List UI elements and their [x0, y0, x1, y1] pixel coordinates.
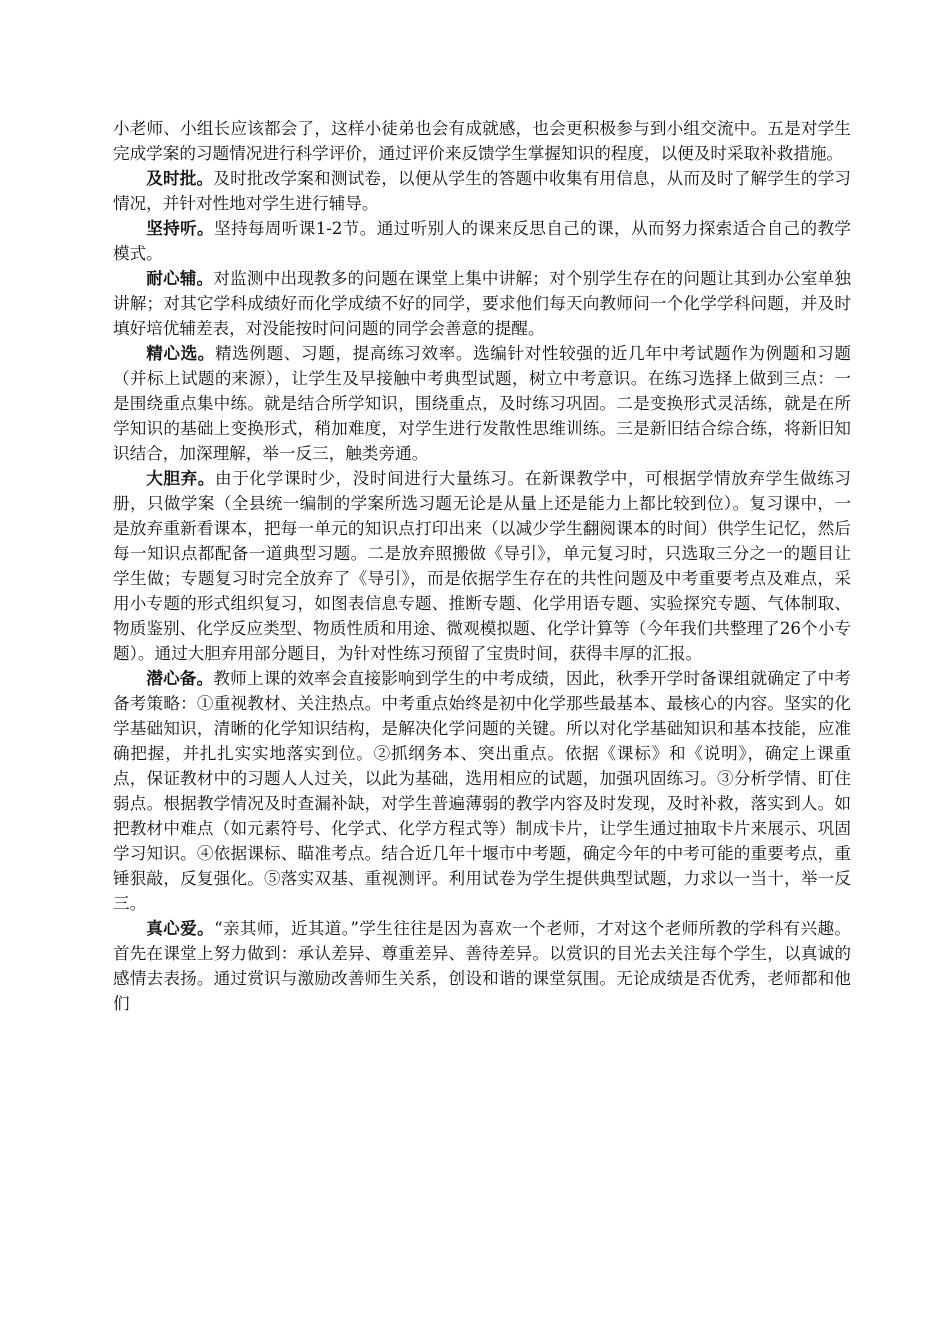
paragraph-text: 由于化学课时少，没时间进行大量练习。在新课教学中，可根据学情放弃学生做练习册，只做学案（全县统一编制的学案所选习题无论是从量上还是能力上都比较到位）。复习课中，一是放弃重新看课本，把每一单元的知识点打印出来（以减少学生翻阅课本的时间）供学生记忆，然后每一知识点都配备一道典型习题。二是放弃照搬做《导引》，单元复习时，只选取三分之一的题目让学生做；专题复习时完全放弃了《导引》，而是依据学生存在的共性问题及中考重要考点及难点，采用小专题的形式组织复习，如图表信息专题、推断专题、化学用语专题、实验探究专题、气体制取、物质鉴别、化学反应类型、物质性质和用途、微观模拟题、化学计算等（今年我们共整理了26个小专题）。通过大胆弃用部分题目，为针对性练习预留了宝贵时间，获得丰厚的汇报。 — [113, 469, 852, 663]
paragraph-text: 对监测中出现教多的问题在课堂上集中讲解；对个别学生存在的问题让其到办公室单独讲解；对其它学科成绩好而化学成绩不好的同学，要求他们每天向教师问一个化学学科问题，并及时填好培优辅差表，对没能按时问问题的同学会善意的提醒。 — [113, 269, 852, 338]
document-body — [113, 116, 851, 1016]
paragraph-heading: 耐心辅。 — [146, 268, 214, 288]
paragraph-text: 教师上课的效率会直接影响到学生的中考成绩，因此，秋季开学时备课组就确定了中考备考策略：①重视教材、关注热点。中考重点始终是初中化学那些最基本、最核心的内容。坚实的化学基础知识，清晰的化学知识结构，是解决化学问题的关键。所以对化学基础知识和基本技能，应准确把握，并扎扎实实地落实到位。②抓纲务本、突出重点。依据《课标》和《说明》，确定上课重点，保证教材中的习题人人过关，以此为基础，选用相应的试题，加强巩固练习。③分析学情、盯住弱点。根据教学情况及时查漏补缺，对学生普遍薄弱的教学内容及时发现，及时补救，落实到人。如把教材中难点（如元素符号、化学式、化学方程式等）制成卡片，让学生通过抽取卡片来展示、巩固学习知识。④依据课标、瞄准考点。结合近几年十堰市中考题，确定今年的中考可能的重要考点，重锤狠敲，反复强化。⑤落实双基、重视测评。利用试卷为学生提供典型试题，力求以一当十，举一反三。 — [113, 669, 852, 913]
paragraph-dedicated-preparation — [113, 666, 851, 916]
paragraph-text: 精选例题、习题，提高练习效率。选编针对性较强的近几年中考试题作为例题和习题（并标上试题的来源），让学生及早接触中考典型试题，树立中考意识。在练习选择上做到三点：一是围绕重点集中练。就是结合所学知识，围绕重点，及时练习巩固。二是变换形式灵活练，就是在所学知识的基础上变换形式，稍加难度，对学生进行发散性思维训练。三是新旧结合综合练，将新旧知识结合，加深理解，举一反三，触类旁通。 — [113, 344, 852, 463]
paragraph-heading: 潜心备。 — [146, 668, 214, 688]
paragraph-text: “亲其师，近其道。”学生往往是因为喜欢一个老师，才对这个老师所教的学科有兴趣。首先在课堂上努力做到：承认差异、尊重差异、善待差异。以赏识的目光去关注每个学生，以真诚的感情去表扬。通过赏识与激励改善师生关系，创设和谐的课堂氛围。无论成绩是否优秀，老师都和他们 — [113, 919, 852, 1013]
paragraph-heading: 坚持听。 — [146, 218, 214, 238]
paragraph-text: 坚持每周听课1-2节。通过听别人的课来反思自己的课，从而努力探索适合自己的教学模式。 — [113, 219, 851, 263]
paragraph-patient-tutoring — [113, 266, 851, 341]
paragraph-careful-selection — [113, 341, 851, 466]
paragraph-heading: 精心选。 — [146, 343, 216, 363]
paragraph-lesson-observation — [113, 216, 851, 266]
paragraph-heading: 大胆弃。 — [146, 468, 216, 488]
paragraph-text: 及时批改学案和测试卷，以便从学生的答题中收集有用信息，从而及时了解学生的学习情况，并针对性地对学生进行辅导。 — [113, 169, 852, 213]
paragraph-timely-grading — [113, 166, 851, 216]
paragraph-bold-discard — [113, 466, 851, 666]
intro-paragraph: 小老师、小组长应该都会了，这样小徒弟也会有成就感，也会更积极参与到小组交流中。五是对学生完成学案的习题情况进行科学评价，通过评价来反馈学生掌握知识的程度，以便及时采取补救措施。 — [113, 119, 851, 163]
paragraph-heading: 真心爱。 — [146, 918, 215, 938]
paragraph-sincere-care — [113, 916, 851, 1016]
paragraph-heading: 及时批。 — [146, 168, 214, 188]
